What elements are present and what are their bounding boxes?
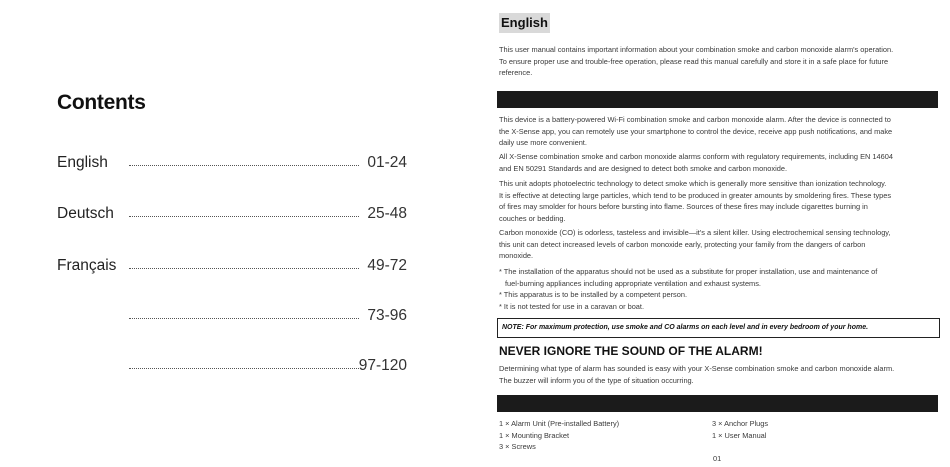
- toc-language: Deutsch: [57, 205, 114, 222]
- right-page: [475, 0, 950, 467]
- list-item: 1 × User Manual: [712, 430, 767, 440]
- text-line: Determining what type of alarm has sounded is easy with your X-Sense combination smoke and carbon monoxide alarm.: [499, 364, 895, 373]
- text-line: * The installation of the apparatus should not be used as a substitute for proper installation, use and maintenance of: [499, 267, 878, 276]
- note-box: NOTE: For maximum protection, use smoke and CO alarms on each level and in every bedroom of your home.: [497, 318, 940, 338]
- text-line: To ensure proper use and trouble-free operation, please read this manual carefully and store it in a safe place for future: [499, 56, 889, 66]
- text-line: It is effective at detecting large particles, which tend to be produced in greater amounts by smoldering fires. These types: [499, 190, 892, 200]
- text-line: the X-Sense app, you can remotely use your smartphone to control the device, receive app push notifications, and make: [499, 126, 893, 136]
- list-item: 1 × Mounting Bracket: [499, 430, 570, 440]
- toc-leader-dots: [129, 165, 359, 166]
- text-line: The buzzer will inform you of the type of situation occurring.: [499, 375, 694, 385]
- description-paragraph-3: [499, 178, 937, 224]
- warning-paragraph: [499, 363, 937, 386]
- toc-leader-dots: [129, 318, 359, 319]
- text-line: of fires may smolder for hours before bursting into flame. Sources of these fires may include cigarettes burning in: [499, 202, 868, 212]
- text-line: couches or bedding.: [499, 213, 566, 223]
- list-item: 3 × Screws: [499, 442, 536, 452]
- text-line: Carbon monoxide (CO) is odorless, tasteless and invisible—it's a silent killer. Using electrochemical sensing technology,: [499, 228, 891, 237]
- text-line: monoxide.: [499, 251, 534, 261]
- text-line: * This apparatus is to be installed by a competent person.: [499, 290, 688, 300]
- list-item: 3 × Anchor Plugs: [712, 419, 769, 428]
- toc-page-range: 01-24: [367, 154, 407, 171]
- section-header-bar: [497, 395, 938, 412]
- toc-language: English: [57, 154, 108, 171]
- toc-entry-5[interactable]: [57, 357, 417, 379]
- text-line: This user manual contains important information about your combination smoke and carbon monoxide alarm's operation.: [499, 45, 894, 54]
- toc-leader-dots: [129, 268, 359, 269]
- toc-page-range: 49-72: [367, 257, 407, 274]
- toc-entry-english[interactable]: [57, 154, 417, 176]
- toc-page-range: 97-120: [358, 357, 407, 374]
- description-paragraph-1: [499, 114, 937, 149]
- toc-leader-dots: [129, 368, 359, 369]
- contents-title: Contents: [57, 91, 146, 114]
- toc-page-range: 73-96: [367, 307, 407, 324]
- text-line: This device is a battery-powered Wi-Fi combination smoke and carbon monoxide alarm. After the device is connected to: [499, 115, 891, 124]
- toc-language: Français: [57, 257, 117, 274]
- text-line: this unit can detect increased levels of carbon monoxide early, protecting your family from the dangers of carbon: [499, 239, 866, 249]
- toc-entry-deutsch[interactable]: [57, 205, 417, 227]
- text-line: daily use more convenient.: [499, 138, 587, 148]
- section-header-bar: [497, 91, 938, 108]
- toc-page-range: 25-48: [367, 205, 407, 222]
- list-item: 1 × Alarm Unit (Pre-installed Battery): [499, 419, 620, 428]
- package-contents-left: [499, 418, 619, 453]
- language-section-badge: English: [499, 13, 550, 33]
- toc-entry-4[interactable]: [57, 307, 417, 329]
- description-paragraph-2: [499, 151, 937, 174]
- text-line: reference.: [499, 68, 533, 78]
- intro-paragraph: [499, 44, 937, 79]
- text-line: All X-Sense combination smoke and carbon monoxide alarms conform with regulatory requirements, including EN 14604: [499, 152, 893, 161]
- safety-notes: [499, 266, 937, 312]
- package-contents-right: [712, 418, 768, 441]
- toc-entry-francais[interactable]: [57, 257, 417, 279]
- toc-leader-dots: [129, 216, 359, 217]
- page-number: 01: [713, 454, 722, 463]
- text-line: This unit adopts photoelectric technology to detect smoke which is generally more sensitive than ionization technology.: [499, 179, 887, 188]
- text-line: and EN 50291 Standards and are designed to detect both smoke and carbon monoxide.: [499, 163, 788, 173]
- text-line: fuel-burning appliances including appropriate ventilation and exhaust systems.: [505, 278, 761, 288]
- warning-heading: NEVER IGNORE THE SOUND OF THE ALARM!: [499, 344, 763, 358]
- description-paragraph-4: [499, 227, 937, 262]
- text-line: * It is not tested for use in a caravan or boat.: [499, 301, 645, 311]
